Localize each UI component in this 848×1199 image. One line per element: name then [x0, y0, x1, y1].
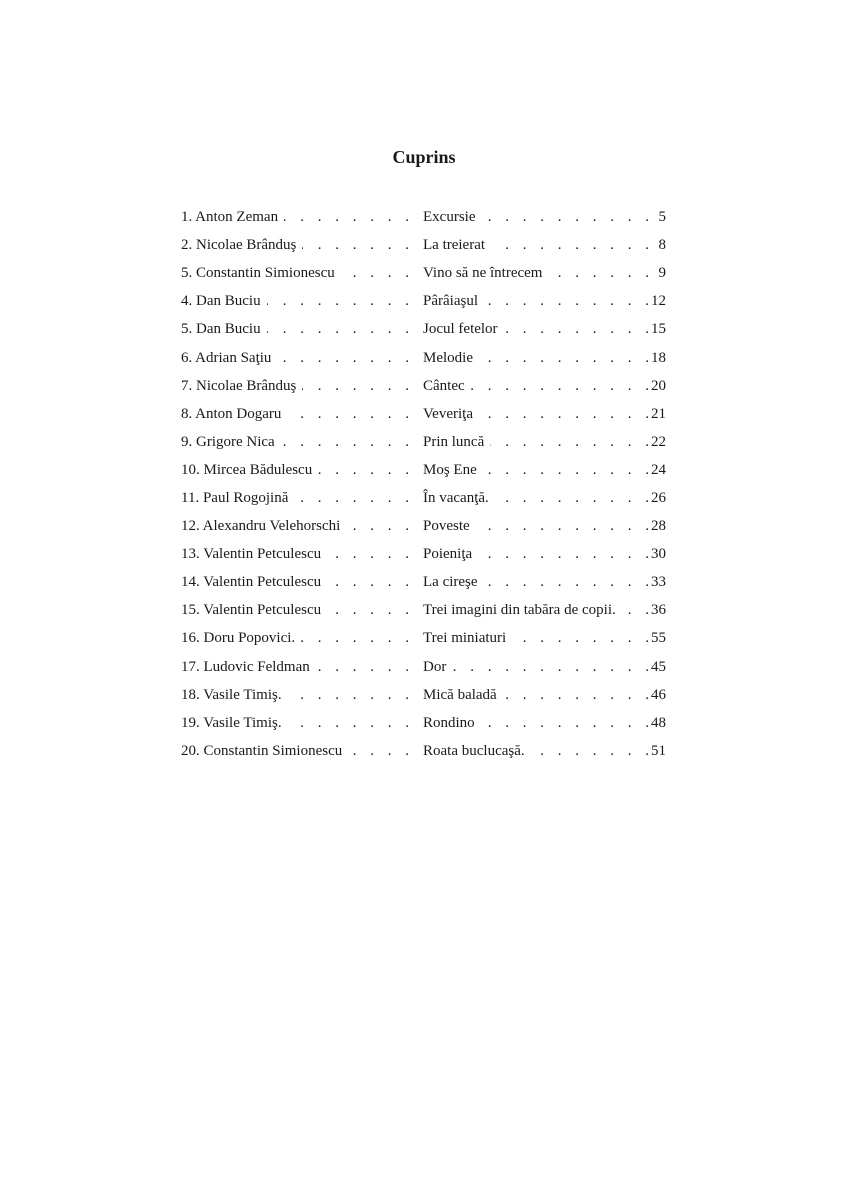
toc-entry — [181, 596, 666, 624]
toc-entry — [181, 400, 666, 428]
dot-leader — [284, 205, 409, 229]
dot-leader — [318, 458, 409, 482]
entry-title: Trei miniaturi — [423, 630, 507, 647]
dot-leader — [484, 289, 649, 313]
entry-page-number: 12 — [651, 293, 666, 310]
entry-author: 18. Vasile Timiş. — [181, 686, 282, 703]
dot-leader — [327, 598, 409, 622]
entry-author: 19. Vasile Timiş. — [181, 714, 282, 731]
entry-author: 6. Adrian Saţiu — [181, 349, 272, 366]
dot-leader — [512, 626, 649, 650]
entry-author: 1. Anton Zeman — [181, 209, 279, 226]
entry-page-number: 46 — [651, 686, 666, 703]
entry-title: Poveste — [423, 518, 470, 535]
dot-leader — [495, 486, 649, 510]
dot-leader — [531, 739, 649, 763]
dot-leader — [481, 205, 649, 229]
dot-leader — [491, 233, 649, 257]
entry-title: Pârâiaşul — [423, 293, 478, 310]
entry-page-number: 51 — [651, 742, 666, 759]
entry-title: Rondino — [423, 714, 475, 731]
dot-leader — [503, 683, 649, 707]
dot-leader — [471, 374, 649, 398]
dot-leader — [346, 514, 409, 538]
entry-page-number: 28 — [651, 518, 666, 535]
entry-title: Mică baladă — [423, 686, 497, 703]
dot-leader — [277, 346, 409, 370]
dot-leader — [281, 430, 409, 454]
entry-title: La cireşe — [423, 574, 478, 591]
entry-title: Veveriţa — [423, 405, 473, 422]
entry-title: În vacanţă. — [423, 489, 489, 506]
toc-entry — [181, 315, 666, 343]
dot-leader — [348, 739, 409, 763]
toc-entry — [181, 681, 666, 709]
entry-page-number: 26 — [651, 489, 666, 506]
entry-title: Vino să ne întrecem — [423, 265, 543, 282]
table-of-contents — [181, 203, 666, 765]
toc-entry — [181, 624, 666, 652]
toc-entry — [181, 568, 666, 596]
entry-title: Moş Ene — [423, 461, 477, 478]
entry-page-number: 48 — [651, 714, 666, 731]
dot-leader — [294, 486, 409, 510]
entry-page-number: 8 — [658, 237, 666, 254]
dot-leader — [302, 374, 409, 398]
entry-author: 5. Constantin Simionescu — [181, 265, 335, 282]
entry-title: Trei imagini din tabăra de copii. — [423, 602, 616, 619]
dot-leader — [267, 317, 409, 341]
entry-author: 7. Nicolae Brânduş — [181, 377, 297, 394]
toc-entry — [181, 343, 666, 371]
dot-leader — [481, 711, 649, 735]
entry-page-number: 33 — [651, 574, 666, 591]
dot-leader — [302, 233, 409, 257]
entry-author: 14. Valentin Petculescu — [181, 574, 322, 591]
toc-entry — [181, 540, 666, 568]
toc-entry — [181, 653, 666, 681]
entry-page-number: 15 — [651, 321, 666, 338]
entry-author: 4. Dan Buciu — [181, 293, 261, 310]
dot-leader — [490, 430, 649, 454]
dot-leader — [484, 570, 649, 594]
entry-author: 5. Dan Buciu — [181, 321, 261, 338]
toc-entry — [181, 484, 666, 512]
entry-author: 17. Ludovic Feldman — [181, 658, 310, 675]
entry-page-number: 20 — [651, 377, 666, 394]
entry-author: 2. Nicolae Brânduş — [181, 237, 297, 254]
entry-page-number: 5 — [658, 209, 666, 226]
entry-title: Dor — [423, 658, 447, 675]
dot-leader — [288, 683, 409, 707]
toc-entry — [181, 709, 666, 737]
entry-author: 9. Grigore Nica — [181, 433, 275, 450]
dot-leader — [327, 542, 409, 566]
entry-author: 15. Valentin Petculescu — [181, 602, 322, 619]
entry-title: Jocul fetelor — [423, 321, 498, 338]
entry-title: Prin luncă — [423, 433, 485, 450]
toc-entry — [181, 231, 666, 259]
entry-title: Poieniţa — [423, 546, 473, 563]
entry-author: 16. Doru Popovici. — [181, 630, 296, 647]
entry-title: Melodie — [423, 349, 473, 366]
entry-page-number: 24 — [651, 461, 666, 478]
dot-leader — [622, 598, 649, 622]
dot-leader — [267, 289, 409, 313]
entry-page-number: 21 — [651, 405, 666, 422]
entry-page-number: 45 — [651, 658, 666, 675]
entry-author: 10. Mircea Bădulescu — [181, 461, 313, 478]
entry-title: Roata buclucaşă. — [423, 742, 525, 759]
dot-leader — [341, 261, 409, 285]
entry-page-number: 22 — [651, 433, 666, 450]
entry-page-number: 18 — [651, 349, 666, 366]
entry-title: Excursie — [423, 209, 476, 226]
dot-leader — [287, 402, 409, 426]
entry-page-number: 30 — [651, 546, 666, 563]
toc-entry — [181, 259, 666, 287]
toc-entry — [181, 456, 666, 484]
entry-author: 8. Anton Dogaru — [181, 405, 282, 422]
dot-leader — [504, 317, 649, 341]
entry-title: La treierat — [423, 237, 486, 254]
entry-author: 12. Alexandru Velehorschi — [181, 518, 341, 535]
toc-entry — [181, 287, 666, 315]
page-title: Cuprins — [392, 147, 456, 167]
dot-leader — [479, 346, 649, 370]
dot-leader — [479, 402, 649, 426]
entry-page-number: 9 — [658, 265, 666, 282]
entry-title: Cântec — [423, 377, 465, 394]
toc-entry — [181, 428, 666, 456]
dot-leader — [452, 655, 649, 679]
toc-entry — [181, 512, 666, 540]
dot-leader — [548, 261, 649, 285]
dot-leader — [327, 570, 409, 594]
dot-leader — [476, 514, 649, 538]
dot-leader — [316, 655, 409, 679]
toc-entry — [181, 203, 666, 231]
entry-author: 13. Valentin Petculescu — [181, 546, 322, 563]
toc-entry — [181, 737, 666, 765]
toc-entry — [181, 372, 666, 400]
entry-page-number: 36 — [651, 602, 666, 619]
dot-leader — [478, 542, 649, 566]
dot-leader — [301, 626, 409, 650]
dot-leader — [288, 711, 409, 735]
entry-author: 20. Constantin Simionescu — [181, 742, 343, 759]
dot-leader — [483, 458, 649, 482]
entry-author: 11. Paul Rogojină — [181, 489, 289, 506]
entry-page-number: 55 — [651, 630, 666, 647]
